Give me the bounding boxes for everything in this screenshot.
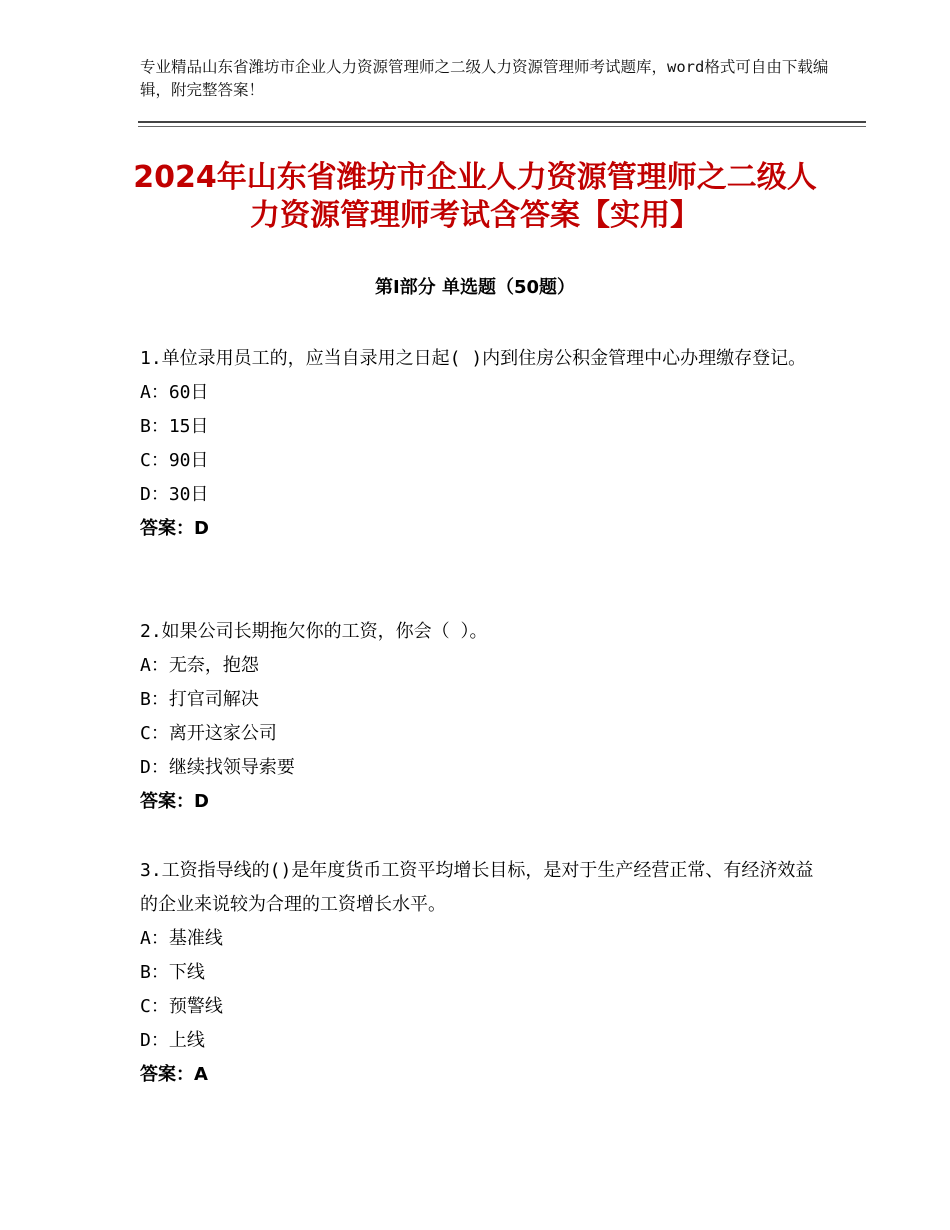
option-a: A：基准线	[140, 928, 223, 949]
question-block	[140, 615, 820, 819]
option-c: C：预警线	[140, 996, 223, 1017]
header-divider-thin	[138, 126, 866, 127]
option-d: D：30日	[140, 484, 209, 505]
document-title: 2024年山东省潍坊市企业人力资源管理师之二级人力资源管理师考试含答案【实用】	[133, 160, 817, 233]
option-a: A：无奈，抱怨	[140, 655, 259, 676]
answer-line: 答案：D	[140, 791, 209, 812]
question-block	[140, 854, 820, 1092]
question-text: 1.单位录用员工的，应当自录用之日起( )内到住房公积金管理中心办理缴存登记。	[140, 348, 807, 369]
question-block	[140, 342, 820, 546]
option-b: B：打官司解决	[140, 689, 259, 710]
header-note: 专业精品山东省潍坊市企业人力资源管理师之二级人力资源管理师考试题库，word格式可自由下载编辑，附完整答案！	[140, 58, 829, 99]
section-heading: 第Ⅰ部分 单选题（50题）	[374, 277, 575, 298]
option-a: A：60日	[140, 382, 209, 403]
option-d: D：继续找领导索要	[140, 757, 295, 778]
question-text: 3.工资指导线的()是年度货币工资平均增长目标，是对于生产经营正常、有经济效益的企业来说较为合理的工资增长水平。	[140, 860, 814, 915]
option-c: C：90日	[140, 450, 209, 471]
option-c: C：离开这家公司	[140, 723, 277, 744]
question-text: 2.如果公司长期拖欠你的工资，你会（ ）。	[140, 621, 488, 642]
answer-line: 答案：A	[140, 1064, 208, 1085]
answer-line: 答案：D	[140, 518, 209, 539]
option-b: B：15日	[140, 416, 209, 437]
header-divider-thick	[138, 121, 866, 123]
option-d: D：上线	[140, 1030, 205, 1051]
option-b: B：下线	[140, 962, 205, 983]
